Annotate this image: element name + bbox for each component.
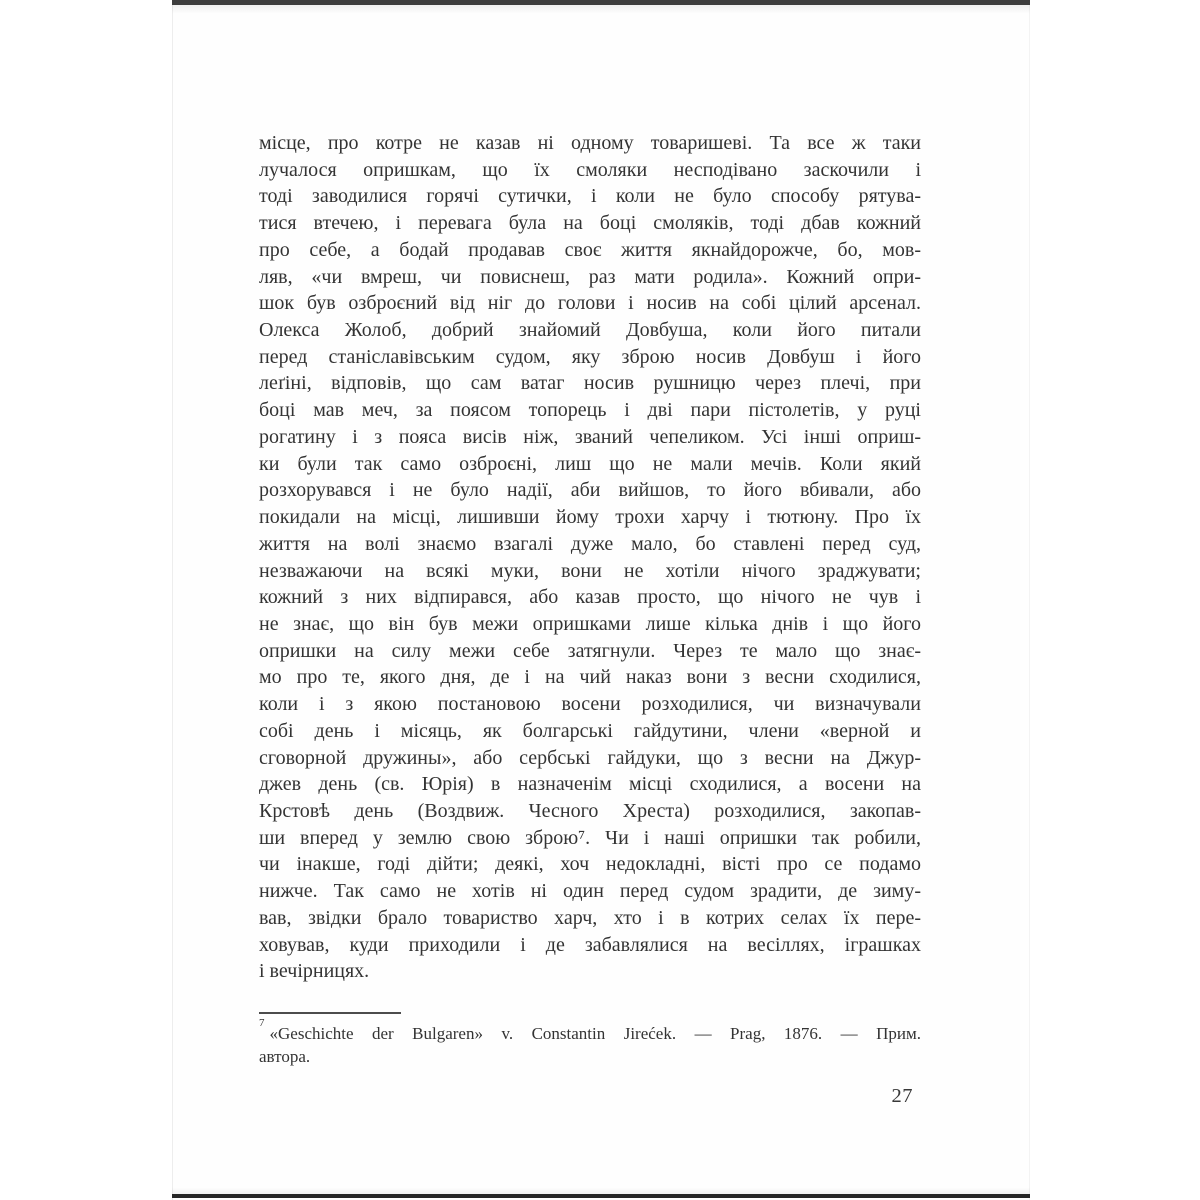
text-line: ши вперед у землю свою зброю⁷. Чи і наші опришки так робили, — [259, 826, 921, 849]
scanned-page — [172, 0, 1030, 1200]
footnote-divider — [259, 1012, 401, 1014]
page-top-edge-shadow — [172, 5, 1030, 14]
text-line: життя на волі знаємо взагалі дуже мало, бо ставлені перед суд, — [259, 532, 921, 555]
text-line: перед станіславівським судом, яку зброю носив Довбуш і його — [259, 345, 921, 368]
text-line: коли і з якою постановою восени розходилися, чи визначували — [259, 693, 921, 716]
text-line: ляв, «чи вмреш, чи повиснеш, раз мати родила». Кожний опри- — [259, 265, 921, 288]
text-line: тоді заводилися горячі сутички, і коли не було способу рятува- — [259, 185, 921, 208]
text-line: місце, про котре не казав ні одному товаришеві. Та все ж таки — [259, 132, 921, 154]
text-line: тися втечею, і перевага була на боці смоляків, тоді дбав кожний — [259, 212, 921, 235]
text-line: вав, звідки брало товариство харч, хто і в котрих селах їх пере- — [259, 906, 921, 929]
text-line: собі день і місяць, як болгарські гайдутини, члени «верной и — [259, 719, 921, 742]
text-line: мо про те, якого дня, де і на чий наказ вони з весни сходилися, — [259, 666, 921, 689]
text-line: боці мав меч, за поясом топорець і дві пари пістолетів, у руці — [259, 399, 921, 422]
text-line: і вечірницях. — [259, 960, 370, 983]
footnote — [259, 1017, 921, 1068]
body-text — [259, 130, 921, 985]
footnote-text: «Geschichte der Bulgaren» v. Constantin Jirećek. — Prag, 1876. — Прим. — [269, 1024, 921, 1043]
footnote-marker: 7 — [259, 1017, 265, 1030]
text-line: не знає, що він був межи опришками лише кілька днів і що його — [259, 612, 921, 635]
text-line: ки були так само озброєні, лиш що не мали мечів. Коли який — [259, 452, 921, 475]
text-line: ховував, куди приходили і де забавлялися на весіллях, іграшках — [259, 933, 921, 956]
text-line: Крстовѣ день (Воздвиж. Чесного Хреста) розходилися, закопав- — [259, 799, 921, 822]
text-line: лучалося опришкам, що їх смоляки несподівано заскочили і — [259, 158, 921, 181]
text-line: рогатину і з пояса висів ніж, званий чепеликом. Усі інші оприш- — [259, 425, 921, 448]
text-line: Олекса Жолоб, добрий знайомий Довбуша, коли його питали — [259, 319, 921, 342]
text-line: покидали на місці, лишивши йому трохи харчу і тютюну. Про їх — [259, 506, 921, 529]
text-line: кожний з них відпирався, або казав просто, що нічого не чув і — [259, 586, 921, 609]
text-line: шок був озброєний від ніг до голови і носив на собі цілий арсенал. — [259, 292, 921, 315]
text-line: розхорувався і не було надії, аби вийшов, то його вбивали, або — [259, 479, 921, 502]
footnote-text-line-2: автора. — [259, 1047, 311, 1066]
text-line: сговорной дружины», або сербські гайдуки, що з весни на Джур- — [259, 746, 921, 769]
text-line: джев день (св. Юрія) в назначенім місці сходилися, а восени на — [259, 773, 921, 796]
text-line: опришки на силу межи себе затягнули. Через те мало що знає- — [259, 639, 921, 662]
text-line: леґіні, відповів, що сам ватаг носив рушницю через плечі, при — [259, 372, 921, 395]
text-line: нижче. Так само не хотів ні один перед судом зрадити, де зиму- — [259, 880, 921, 903]
text-line: про себе, а бодай продавав своє життя якнайдорожче, бо, мов- — [259, 238, 921, 261]
page-bottom-edge-bar — [172, 1194, 1030, 1198]
page-bottom-edge-shadow — [172, 1187, 1030, 1194]
footnote-text-line-1 — [259, 1017, 921, 1045]
text-line: чи інакше, годі дійти; деякі, хоч недокладні, вісті про се подамо — [259, 853, 921, 876]
page-number: 27 — [891, 1085, 913, 1107]
text-line: незважаючи на всякі муки, вони не хотіли нічого зраджувати; — [259, 559, 921, 582]
